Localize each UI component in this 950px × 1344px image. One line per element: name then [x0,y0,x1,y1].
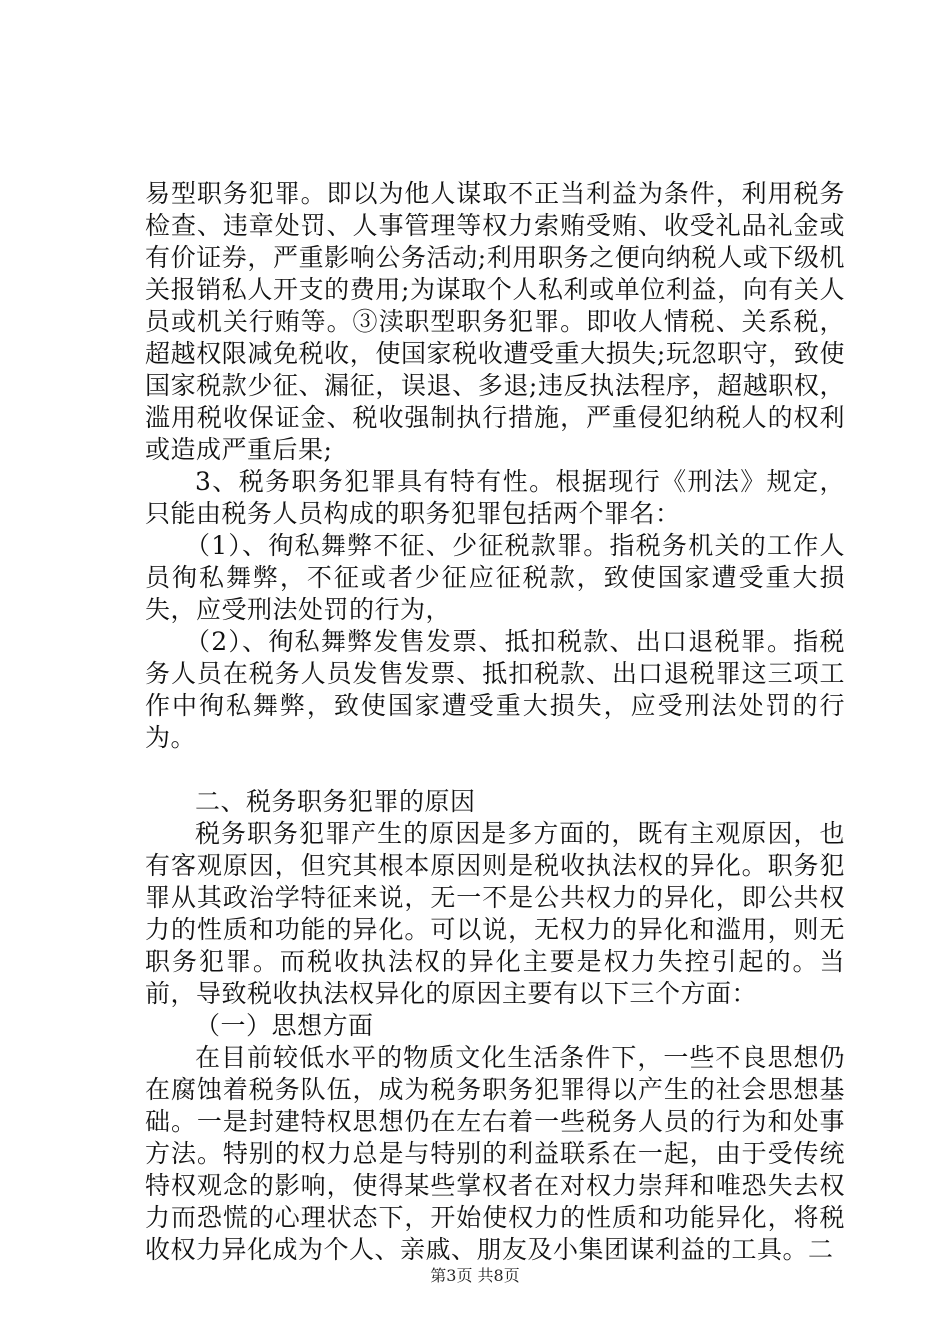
paragraph-ideology: 在目前较低水平的物质文化生活条件下，一些不良思想仍在腐蚀着税务队伍，成为税务职务犯罪得以产生的社会思想基础。一是封建特权思想仍在左右着一些税务人员的行为和处事方法。特别的权力总是与特别的利益联系在一起，由于受传统特权观念的影响，使得某些掌权者在对权力崇拜和唯恐失去权力而恐慌的心理状态下，开始使权力的性质和功能异化，将税收权力异化成为个人、亲戚、朋友及小集团谋利益的工具。二 [145,1043,845,1264]
paragraph-crime-2: （2）、徇私舞弊发售发票、抵扣税款、出口退税罪。指税务人员在税务人员发售发票、抵扣税款、出口退税罪这三项工作中徇私舞弊，致使国家遭受重大损失，应受刑法处罚的行为。 [145,627,845,752]
page-number-footer: 第3页 共8页 [430,1266,520,1285]
subsection-heading-1: （一）思想方面 [195,1011,374,1040]
paragraph-gap [145,754,845,786]
document-body [145,178,845,1266]
paragraph-crime-1: （1）、徇私舞弊不征、少征税款罪。指税务机关的工作人员徇私舞弊，不征或者少征应征税款，致使国家遭受重大损失，应受刑法处罚的行为， [145,531,845,624]
paragraph-causes: 税务职务犯罪产生的原因是多方面的，既有主观原因，也有客观原因，但究其根本原因则是税收执法权的异化。职务犯罪从其政治学特征来说，无一不是公共权力的异化，即公共权力的性质和功能的异化。可以说，无权力的异化和滥用，则无职务犯罪。而税收执法权的异化主要是权力失控引起的。当前，导致税收执法权异化的原因主要有以下三个方面： [145,819,845,1008]
section-heading-2: 二、税务职务犯罪的原因 [195,787,476,816]
paragraph-point-3: 3、税务职务犯罪具有特有性。根据现行《刑法》规定，只能由税务人员构成的职务犯罪包括两个罪名： [145,467,845,528]
paragraph-continued: 易型职务犯罪。即以为他人谋取不正当利益为条件，利用税务检查、违章处罚、人事管理等权力索贿受贿、收受礼品礼金或有价证券，严重影响公务活动;利用职务之便向纳税人或下级机关报销私人开支的费用;为谋取个人私利或单位利益，向有关人员或机关行贿等。③渎职型职务犯罪。即收人情税、关系税，超越权限减免税收，使国家税收遭受重大损失;玩忽职守，致使国家税款少征、漏征，误退、多退;违反执法程序，超越职权，滥用税收保证金、税收强制执行措施，严重侵犯纳税人的权利或造成严重后果; [145,179,845,464]
